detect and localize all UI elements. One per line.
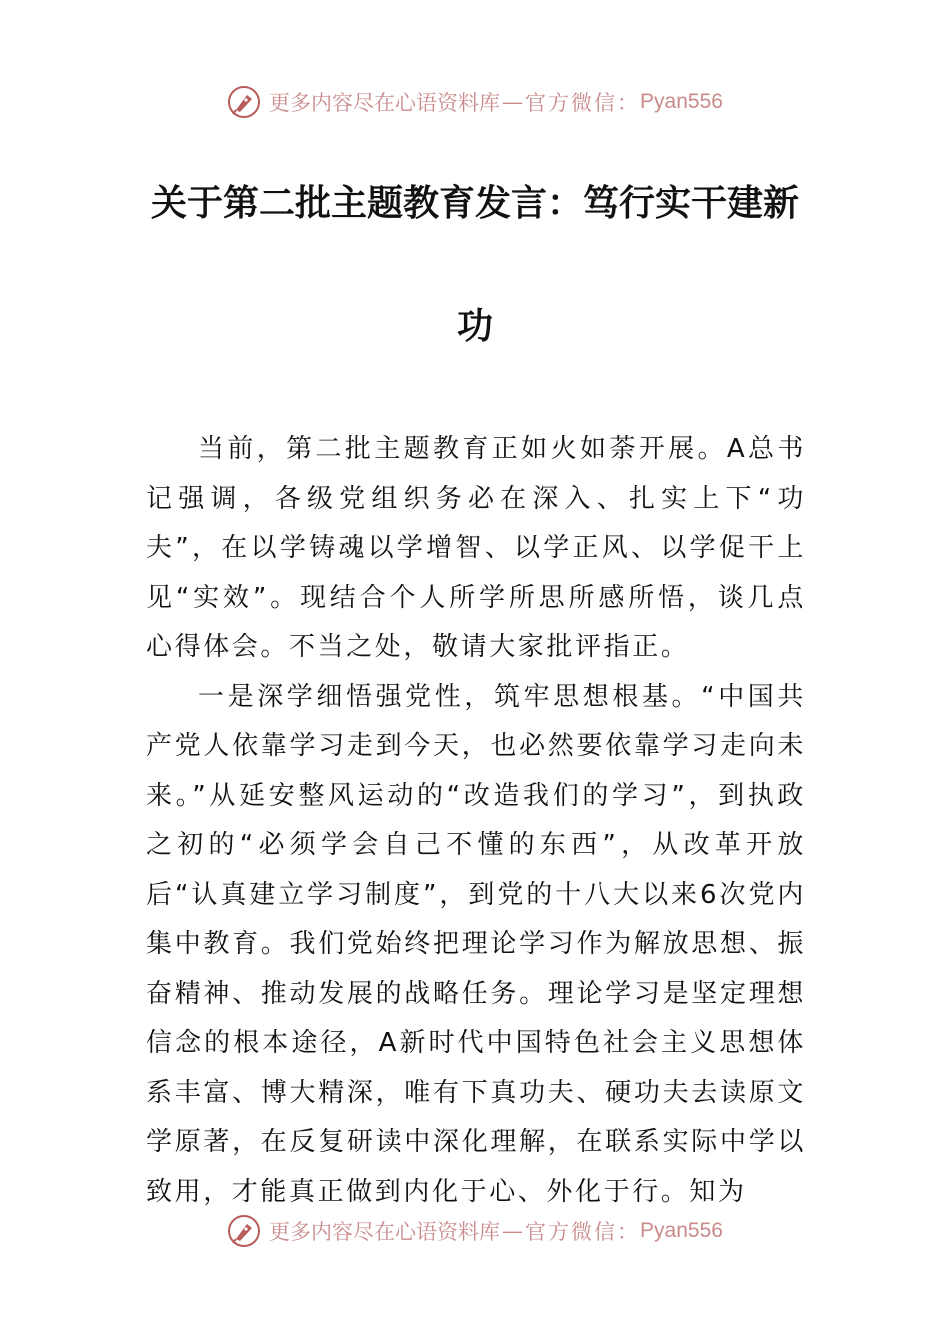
watermark-label: 官方微信：	[525, 1220, 641, 1244]
watermark-text: 更多内容尽在心语资料库	[269, 91, 501, 115]
pen-nib-icon	[227, 85, 261, 119]
header-watermark	[0, 82, 950, 122]
watermark-text: 更多内容尽在心语资料库	[269, 1220, 501, 1244]
document-title-line2: 功	[456, 306, 493, 347]
watermark-id: Pyan556	[640, 1219, 723, 1242]
watermark-label: 官方微信：	[525, 91, 641, 115]
document-title-line1: 关于第二批主题教育发言：笃行实干建新	[150, 183, 799, 224]
pen-nib-icon	[227, 1214, 261, 1248]
footer-watermark	[0, 1211, 950, 1251]
watermark-id: Pyan556	[640, 90, 723, 113]
watermark-dash: —	[502, 90, 524, 114]
paragraph: 当前，第二批主题教育正如火如荼开展。A总书记强调，各级党组织务必在深入、扎实上下“功夫”，在以学铸魂以学增智、以学正风、以学促干上见“实效”。现结合个人所学所思所感所悟，谈几点心得体会。不当之处，敬请大家批评指正。	[146, 434, 806, 662]
watermark-dash: —	[502, 1219, 524, 1243]
document-body	[146, 425, 806, 1217]
paragraph: 一是深学细悟强党性，筑牢思想根基。“中国共产党人依靠学习走到今天，也必然要依靠学习走向未来。”从延安整风运动的“改造我们的学习”，到执政之初的“必须学会自己不懂的东西”，从改革开放后“认真建立学习制度”，到党的十八大以来6次党内集中教育。我们党始终把理论学习作为解放思想、振奋精神、推动发展的战略任务。理论学习是坚定理想信念的根本途径，A新时代中国特色社会主义思想体系丰富、博大精深，唯有下真功夫、硬功夫去读原文学原著，在反复研读中深化理解，在联系实际中学以致用，才能真正做到内化于心、外化于行。知为	[146, 681, 806, 1207]
